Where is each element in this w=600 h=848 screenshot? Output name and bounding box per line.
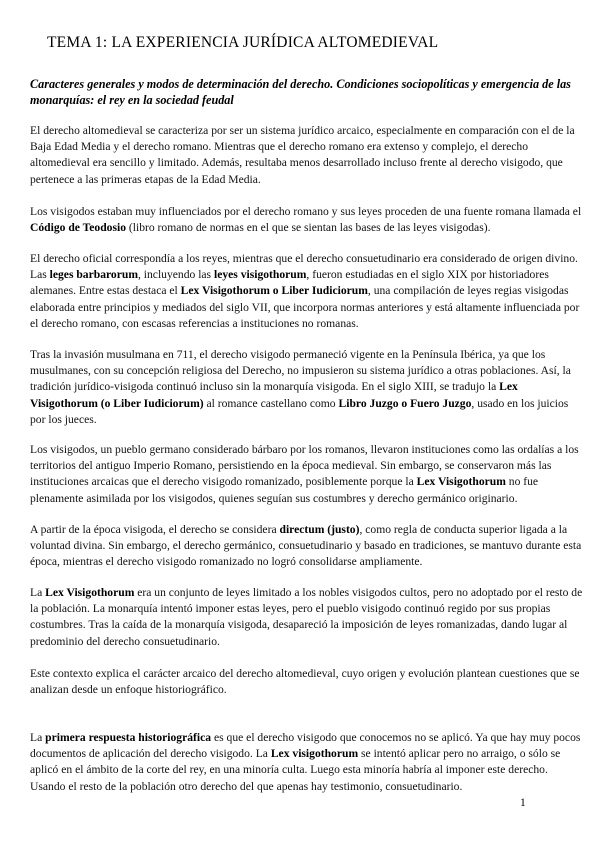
paragraph-6 bbox=[30, 522, 584, 571]
text-run: se intentó aplicar pero no arraigo, o sólo se aplicó en el ámbito de la corte del rey, en una minoría culta. Luego esta minoría habría al imponer este derecho. Usando el resto de la población otro derecho del que apenas hay testimonio, consuetudinario. bbox=[30, 747, 561, 793]
bold-term: primera respuesta historiográfica bbox=[45, 731, 212, 744]
bold-term: directum (justo) bbox=[279, 523, 360, 536]
text-run: no fue plenamente asimilada por los visigodos, quienes seguían sus costumbres y derecho germánico originario. bbox=[30, 475, 539, 505]
paragraph-8 bbox=[30, 666, 584, 698]
page-number: 1 bbox=[520, 797, 526, 809]
paragraph-1 bbox=[30, 123, 584, 188]
text-run: Los visigodos, un pueblo germano considerado bárbaro por los romanos, llevaron instituciones como las ordalías a los territorios del antiguo Imperio Romano, persistiendo en la época medieval. Sin embargo, se conservaron más las instituciones arcaicas que el derecho visigodo romanizado, posiblemente porque la bbox=[30, 443, 579, 489]
text-run: , una compilación de leyes regias visigodas elaborada entre principios y mediados del siglo VII, que incorpora normas anteriores y está altamente influenciada por el derecho romano, con escasas referencias a instituciones no romanas. bbox=[30, 284, 580, 330]
paragraph-3 bbox=[30, 251, 584, 332]
text-run: , fueron estudiadas en el siglo XIX por historiadores alemanes. Entre estas destaca el bbox=[30, 268, 549, 298]
paragraph-2 bbox=[30, 204, 584, 236]
text-run: Este contexto explica el carácter arcaico del derecho altomedieval, cuyo origen y evolución plantean cuestiones que se analizan desde un enfoque historiográfico. bbox=[30, 667, 580, 697]
text-run: Los visigodos estaban muy influenciados por el derecho romano y sus leyes proceden de una fuente romana llamada el bbox=[30, 205, 582, 218]
text-run: Tras la invasión musulmana en 711, el derecho visigodo permaneció vigente en la Península Ibérica, ya que los musulmanes, con su concepción religiosa del Derecho, no impusieron su sistema jurídico a otras poblaciones. Así, la tradición jurídico-visigoda continuó incluso sin la monarquía visigoda. En el siglo XIII, se tradujo la bbox=[30, 348, 571, 394]
text-run: , usado en los juicios por los jueces. bbox=[30, 396, 569, 426]
section-heading: Caracteres generales y modos de determinación del derecho. Condiciones sociopolíticas y emergencia de las monarquías: el rey en la sociedad feudal bbox=[30, 77, 571, 107]
paragraph-5 bbox=[30, 442, 584, 507]
text-run: , incluyendo las bbox=[137, 268, 214, 282]
text-run: era un conjunto de leyes limitado a los nobles visigodos cultos, pero no adoptado por el resto de la población. La monarquía intentó imponer estas leyes, pero el pueblo visigodo continuó regido por sus propias costumbres. Tras la caída de la monarquía visigoda, desapareció la imposición de leyes romanizadas, dando lugar al predominio del derecho consuetudinario. bbox=[30, 586, 583, 648]
bold-term: Lex Visigothorum o Liber Iudiciorum bbox=[180, 284, 368, 298]
paragraph-7 bbox=[30, 585, 584, 650]
text-run: El derecho altomedieval se caracteriza por ser un sistema jurídico arcaico, especialmente en comparación con el de la Baja Edad Media y el derecho romano. Mientras que el derecho romano era extenso y complejo, el derecho altomedieval era sencillo y limitado. Además, resultaba menos desarrollado incluso frente al derecho visigodo, que pertenece a las primeras etapas de la Edad Media. bbox=[30, 124, 575, 186]
text-run: El derecho oficial correspondía a los reyes, mientras que el derecho consuetudinario era considerado de origen divino. Las bbox=[30, 252, 578, 282]
paragraph-4 bbox=[30, 347, 584, 428]
text-run: (libro romano de normas en el que se sientan las bases de las leyes visigodas). bbox=[126, 221, 491, 235]
bold-term: Lex Visigothorum bbox=[416, 475, 506, 489]
bold-term: Lex Visigothorum (o Liber Iudiciorum) bbox=[30, 380, 518, 410]
text-run: A partir de la época visigoda, el derecho se considera bbox=[30, 523, 280, 536]
text-run: al romance castellano como bbox=[203, 396, 339, 410]
page-title: TEMA 1: LA EXPERIENCIA JURÍDICA ALTOMEDIEVAL bbox=[47, 34, 439, 51]
bold-term: Código de Teodosio bbox=[30, 221, 126, 235]
bold-term: Lex Visigothorum bbox=[45, 586, 135, 599]
text-run: La bbox=[30, 586, 46, 599]
text-run: es que el derecho visigodo que conocemos no se aplicó. Ya que hay muy pocos documentos de aplicación del derecho visigodo. La bbox=[30, 731, 581, 761]
bold-term: Libro Juzgo o Fuero Juzgo bbox=[338, 396, 472, 410]
text-run: La bbox=[30, 731, 46, 744]
text-run: , como regla de conducta superior ligada a la voluntad divina. Sin embargo, el derecho germánico, consuetudinario y basado en tradiciones, se mantuvo durante esta época, mientras el derecho visigodo romanizado no logró consolidarse ampliamente. bbox=[30, 523, 582, 569]
bold-term: leges barbarorum bbox=[49, 268, 138, 282]
bold-term: leyes visigothorum bbox=[213, 268, 307, 282]
bold-term: Lex visigothorum bbox=[270, 747, 359, 761]
paragraph-9 bbox=[30, 730, 584, 795]
